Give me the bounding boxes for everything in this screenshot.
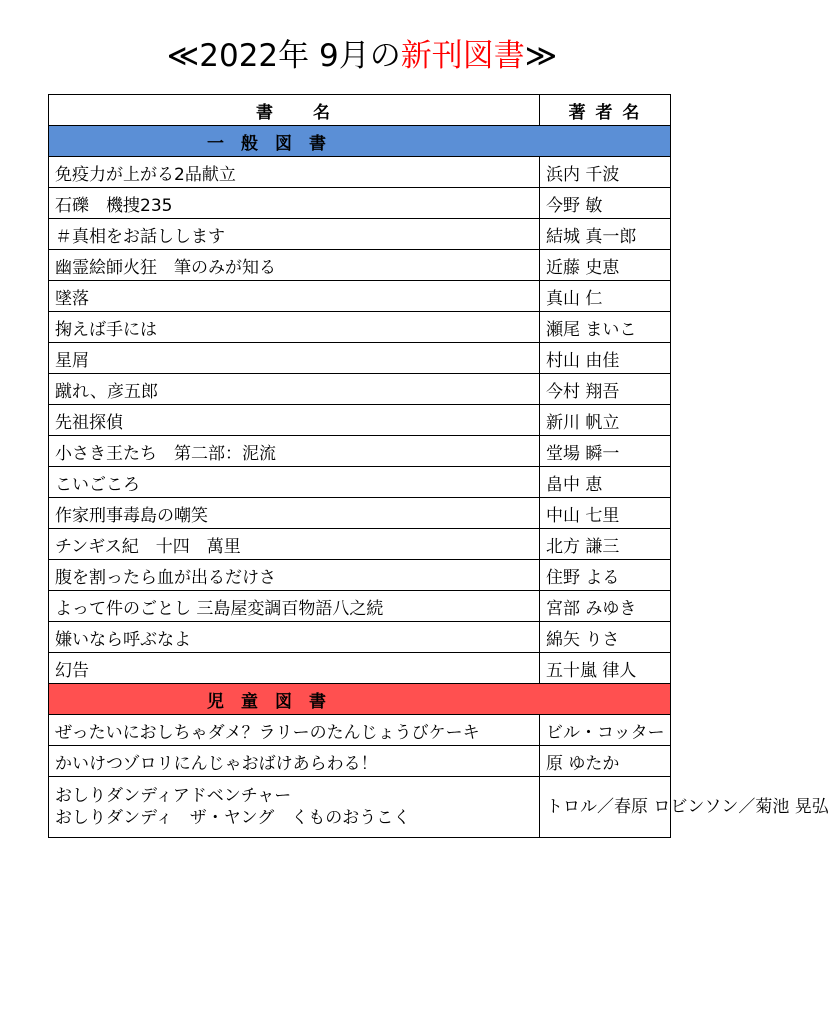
book-author: ビル・コッター — [540, 715, 671, 746]
book-title: 作家刑事毒島の嘲笑 — [49, 498, 540, 529]
header-row — [49, 95, 671, 126]
book-author: 瀬尾 まいこ — [540, 312, 671, 343]
table-row — [49, 653, 671, 684]
book-title: こいごころ — [49, 467, 540, 498]
book-title: 石礫 機捜235 — [49, 188, 540, 219]
book-title: かいけつゾロリにんじゃおばけあらわる！ — [49, 746, 540, 777]
table-row — [49, 746, 671, 777]
section-children-label — [49, 684, 671, 715]
section-general — [49, 126, 671, 157]
table-row — [49, 715, 671, 746]
table-row — [49, 312, 671, 343]
table-row — [49, 374, 671, 405]
book-title: 星屑 — [49, 343, 540, 374]
table-row — [49, 343, 671, 374]
table-row — [49, 188, 671, 219]
section-general-label — [49, 126, 671, 157]
book-title: 幻告 — [49, 653, 540, 684]
book-author: 村山 由佳 — [540, 343, 671, 374]
book-author: 今野 敏 — [540, 188, 671, 219]
book-author: 真山 仁 — [540, 281, 671, 312]
section-children — [49, 684, 671, 715]
page-title — [0, 36, 724, 76]
book-author: 今村 翔吾 — [540, 374, 671, 405]
book-author: 北方 謙三 — [540, 529, 671, 560]
table-row — [49, 529, 671, 560]
table-row — [49, 250, 671, 281]
book-title: 小さき王たち 第二部：泥流 — [49, 436, 540, 467]
book-title: ＃真相をお話しします — [49, 219, 540, 250]
table-row — [49, 560, 671, 591]
book-title: 嫌いなら呼ぶなよ — [49, 622, 540, 653]
book-title: ぜったいにおしちゃダメ？ラリーのたんじょうびケーキ — [49, 715, 540, 746]
table-row — [49, 591, 671, 622]
book-author: 堂場 瞬一 — [540, 436, 671, 467]
book-title — [49, 777, 540, 838]
book-author: 新川 帆立 — [540, 405, 671, 436]
table-row — [49, 281, 671, 312]
book-title: 墜落 — [49, 281, 540, 312]
title-column-header: 書 名 — [49, 95, 540, 126]
book-title-line-1: おしりダンディアドベンチャー — [55, 786, 292, 806]
table-row — [49, 467, 671, 498]
book-author: 中山 七里 — [540, 498, 671, 529]
table-row — [49, 219, 671, 250]
book-title: 掬えば手には — [49, 312, 540, 343]
title-prefix: ≪2022年 9月の — [166, 38, 401, 74]
table-row — [49, 157, 671, 188]
book-title: 腹を割ったら血が出るだけさ — [49, 560, 540, 591]
book-author: 浜内 千波 — [540, 157, 671, 188]
book-title: 先祖探偵 — [49, 405, 540, 436]
book-title: よって件のごとし 三島屋変調百物語八之続 — [49, 591, 540, 622]
table-row — [49, 777, 671, 838]
table-row — [49, 622, 671, 653]
table-row — [49, 405, 671, 436]
author-column-header: 著 者 名 — [540, 95, 671, 126]
book-author: 宮部 みゆき — [540, 591, 671, 622]
book-list-table — [48, 94, 829, 838]
book-author: 住野 よる — [540, 560, 671, 591]
section-general-text: 一 般 図 書 — [207, 133, 326, 154]
book-author: 綿矢 りさ — [540, 622, 671, 653]
book-author: 近藤 史恵 — [540, 250, 671, 281]
book-author: 結城 真一郎 — [540, 219, 671, 250]
section-children-text: 児 童 図 書 — [207, 691, 326, 712]
book-author: トロル／春原 ロビンソン／菊池 晃弘 — [540, 777, 671, 838]
book-title: 免疫力が上がる2品献立 — [49, 157, 540, 188]
book-author: 原 ゆたか — [540, 746, 671, 777]
book-title: チンギス紀 十四 萬里 — [49, 529, 540, 560]
book-author: 五十嵐 律人 — [540, 653, 671, 684]
table-row — [49, 498, 671, 529]
table-row — [49, 436, 671, 467]
book-title: 幽霊絵師火狂 筆のみが知る — [49, 250, 540, 281]
book-title: 蹴れ、彦五郎 — [49, 374, 540, 405]
book-author: 畠中 恵 — [540, 467, 671, 498]
book-title-line-2: おしりダンディ ザ・ヤング くものおうこく — [55, 808, 411, 828]
title-suffix: ≫ — [524, 38, 558, 74]
title-accent: 新刊図書 — [400, 38, 525, 74]
